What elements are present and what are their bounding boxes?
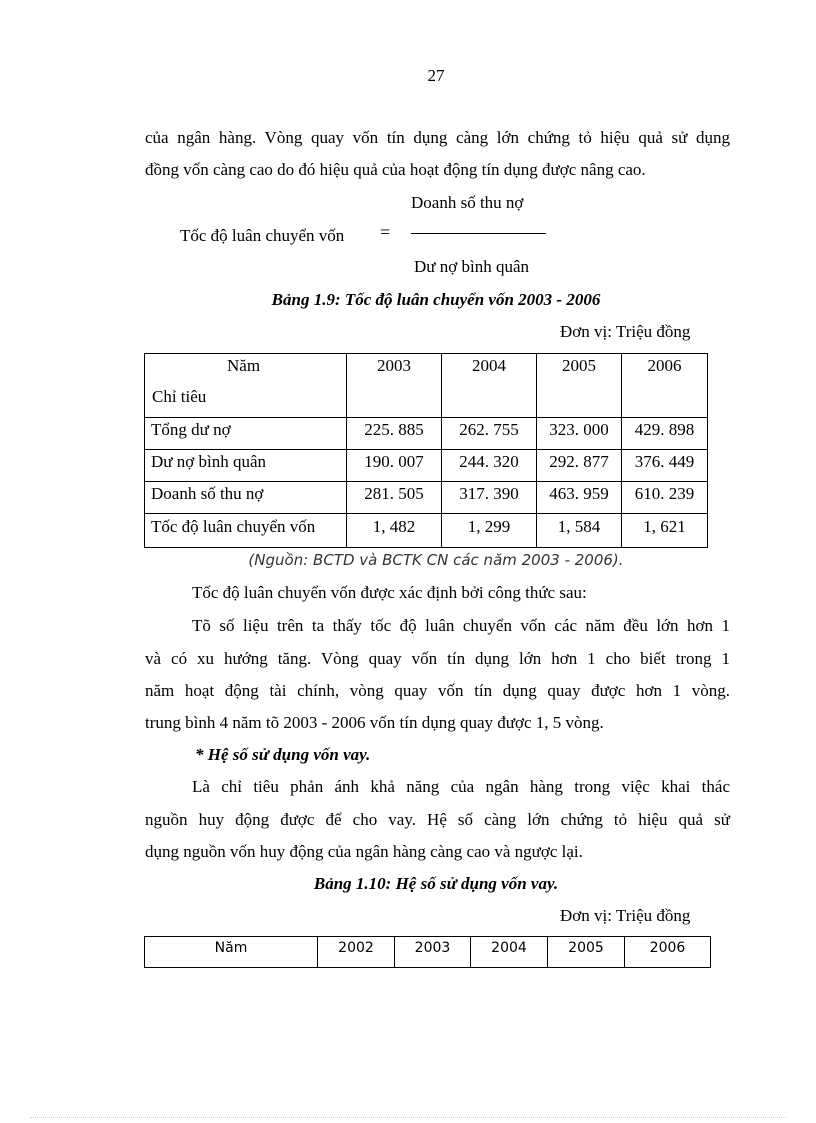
table-cell: 323. 000 [537,418,622,450]
table1 [144,353,708,548]
page-number: 27 [427,66,445,85]
table-row [145,450,708,482]
intro-line-2: đồng vốn càng cao do đó hiệu quả của hoạt động tín dụng được nâng cao. [145,160,646,179]
table-cell: 262. 755 [442,418,537,450]
table-cell: 225. 885 [347,418,442,450]
table2-year-header: 2006 [625,937,711,968]
table2-year-header: 2002 [318,937,395,968]
table2-year-header: 2003 [395,937,471,968]
table1-year-header: 2004 [442,354,537,418]
table-cell: 1, 621 [622,514,708,548]
table-cell: 317. 390 [442,482,537,514]
table2-year-header: 2004 [471,937,548,968]
table-row [145,482,708,514]
section-heading: * Hệ số sử dụng vốn vay. [195,745,371,764]
row-label: Tốc độ luân chuyển vốn [145,514,347,548]
row-label: Doanh số thu nợ [145,482,347,514]
table-cell: 1, 584 [537,514,622,548]
table2-unit: Đơn vị: Triệu đồng [560,906,691,925]
formula-denominator: Dư nợ bình quân [414,257,529,276]
formula-fraction-bar [411,233,546,234]
table2-header-row [145,937,711,968]
body-line-2: Tõ số liệu trên ta thấy tốc độ luân chuyển vốn các năm đều lớn hơn 1 [192,616,730,635]
section-line-1: Là chỉ tiêu phản ánh khả năng của ngân hàng trong việc khai thác [192,777,730,796]
table-cell: 244. 320 [442,450,537,482]
table1-header-indicator-label: Chỉ tiêu [152,387,207,406]
table1-year-header: 2006 [622,354,708,418]
table2-caption: Bảng 1.10: Hệ số sử dụng vốn vay. [313,874,559,893]
formula-numerator: Doanh số thu nợ [411,193,524,212]
table2-year-header: 2005 [548,937,625,968]
table-cell: 1, 299 [442,514,537,548]
table-row [145,514,708,548]
formula-label: Tốc độ luân chuyển vốn [180,226,345,245]
section-line-2: nguồn huy động được để cho vay. Hệ số càng lớn chứng tỏ hiệu quả sử [145,810,730,829]
body-line-4: năm hoạt động tài chính, vòng quay vốn tín dụng quay được hơn 1 vòng. [145,681,730,700]
table-cell: 281. 505 [347,482,442,514]
intro-line-1: của ngân hàng. Vòng quay vốn tín dụng càng lớn chứng tỏ hiệu quả sử dụng [145,128,730,147]
row-label: Dư nợ bình quân [145,450,347,482]
table1-header-year-label: Năm [227,356,261,375]
table-cell: 376. 449 [622,450,708,482]
formula-equals-sign: = [380,222,391,242]
table-cell: 1, 482 [347,514,442,548]
table-cell: 292. 877 [537,450,622,482]
table-cell: 429. 898 [622,418,708,450]
table-cell: 190. 007 [347,450,442,482]
table2 [144,936,711,968]
table-cell: 610. 239 [622,482,708,514]
row-label: Tổng dư nợ [145,418,347,450]
table1-year-header: 2003 [347,354,442,418]
body-line-5: trung bình 4 năm tõ 2003 - 2006 vốn tín dụng quay được 1, 5 vòng. [145,713,604,732]
table-cell: 463. 959 [537,482,622,514]
table1-year-header: 2005 [537,354,622,418]
section-line-3: dụng nguồn vốn huy động của ngân hàng càng cao và ngược lại. [145,842,583,861]
table-row [145,418,708,450]
table1-header-row [145,354,708,418]
table1-corner-cell [145,354,347,418]
table1-caption: Bảng 1.9: Tốc độ luân chuyển vốn 2003 - 2006 [271,290,601,309]
table1-source-note: (Nguồn: BCTD và BCTK CN các năm 2003 - 2006). [248,551,624,569]
page-bottom-rule [30,1117,786,1118]
table1-unit: Đơn vị: Triệu đồng [560,322,691,341]
body-line-3: và có xu hướng tăng. Vòng quay vốn tín dụng lớn hơn 1 cho biết trong 1 [145,649,730,668]
body-line-1: Tốc độ luân chuyển vốn được xác định bởi công thức sau: [192,583,587,602]
table2-header-year-label: Năm [145,937,318,968]
